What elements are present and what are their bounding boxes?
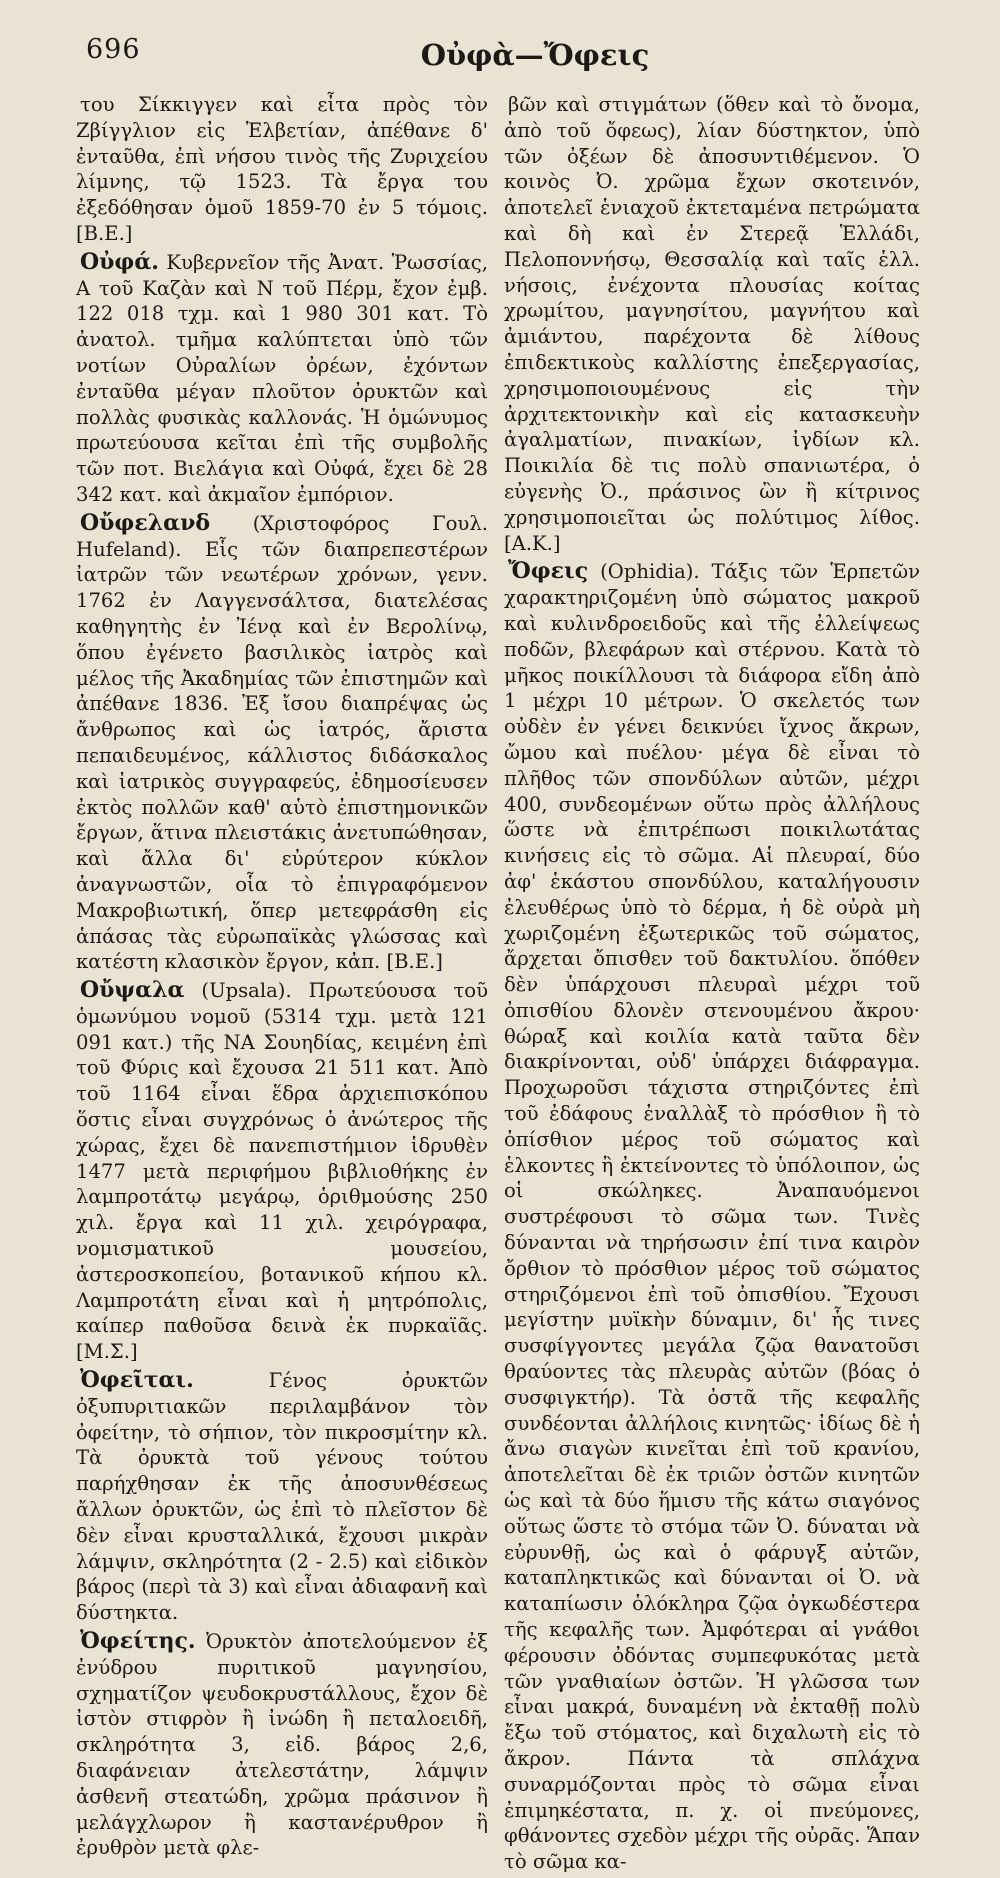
entry-text: βῶν καὶ στιγμάτων (ὅθεν καὶ τὸ ὄνομα, ἀπὸ τοῦ ὄφεως), λίαν δύστηκτον, ὑπὸ τῶν ὀξέων δὲ ἀποσυντιθέμενον. Ὁ κοινὸς Ὀ. χρῶμα ἔχων σκοτεινόν, ἀποτελεῖ ἑνιαχοῦ ἐκτεταμένα πετρώματα καὶ δὴ καὶ ἐν Στερεᾷ Ἑλλάδι, Πελοποννήσῳ, Θεσσαλίᾳ καὶ ταῖς ἑλλ. νήσοις, ἐνέχοντα πλουσίας κοίτας χρωμίτου, μαγνησίτου, μαγνήτου καὶ ἀμιάντου, παρέχοντα δὲ λίθους ἐπιδεκτικοὺς καλλίστης ἐπεξεργασίας, χρησιμοποιουμένους εἰς τὴν ἀρχιτεκτονικὴν καὶ εἰς κατασκευὴν ἀγαλματίων, πινακίων, ἰγδίων κλ. Ποικιλία δὲ τις πολὺ σπανιωτέρα, ὁ εὐγενὴς Ὀ., πράσινος ὢν ἢ κίτρινος χρησιμοποιεῖται ὡς πολύτιμος λίθος. [Α.Κ.] bbox=[504, 93, 920, 555]
entry-text: (Χριστοφόρος Γουλ. Hufeland). Εἷς τῶν διαπρεπεστέρων ἰατρῶν τῶν νεωτέρων χρόνων, γενν. 1762 ἐν Λαγγενσάλτσα, διατελέσας καθηγητὴς ἐν Ἰένᾳ καὶ ἐν Βερολίνῳ, ὅπου ἐγένετο βασιλικὸς ἰατρὸς καὶ μέλος τῆς Ἀκαδημίας τῶν ἐπιστημῶν καὶ ἀπέθανε 1836. Ἐξ ἴσου διαπρέψας ὡς ἄνθρωπος καὶ ὡς ἰατρός, ἄριστα πεπαιδευμένος, κάλλιστος διδάσκαλος καὶ ἰατρικὸς συγγραφεύς, ἐδημοσίευσεν ἐκτὸς πολλῶν καθ' αὑτὸ ἐπιστημονικῶν ἔργων, ἅτινα πλειστάκις ἀνετυπώθησαν, καὶ ἄλλα δι' εὐρύτερον κύκλον ἀναγνωστῶν, οἷα τὸ ἐπιγραφόμενον Μακροβιωτική, ὅπερ μετεφράσθη εἰς ἁπάσας τὰς εὐρωπαϊκὰς γλώσσας καὶ κατέστη κλασικὸν ἔργον, κἀπ. [Β.Ε.] bbox=[76, 511, 488, 974]
entry bbox=[76, 250, 488, 508]
entry-head: Οὔφελανδ bbox=[80, 509, 211, 536]
entry-text: Κυβερνεῖον τῆς Ἀνατ. Ῥωσσίας, Α τοῦ Καζὰν καὶ Ν τοῦ Πέρμ, ἔχον ἐμβ. 122 018 τχμ. καὶ 1 980 301 κατ. Τὸ ἀνατολ. τμῆμα καλύπτεται ὑπὸ τῶν νοτίων Οὐραλίων ὀρέων, ἐχόντων ἐνταῦθα μέγαν πλοῦτον ὀρυκτῶν καὶ πολλὰς φυσικὰς καλλονάς. Ἡ ὁμώνυμος πρωτεύουσα κεῖται ἐπὶ τῆς συμβολῆς τῶν ποτ. Βιελάγια καὶ Οὐφά, ἔχει δὲ 28 342 κατ. καὶ ἀκμαῖον ἐμπόριον. bbox=[76, 250, 488, 506]
entry-head: Οὔψαλα bbox=[80, 977, 185, 1004]
entry-head: Ὀφείτης. bbox=[80, 1628, 196, 1655]
entry-text: του Σίκκιγγεν καὶ εἶτα πρὸς τὸν Ζβίγγλιον εἰς Ἑλβετίαν, ἀπέθανε δ' ἐνταῦθα, ἐπὶ νήσου τινὸς τῆς Ζυριχείου λίμνης, τῷ 1523. Τὰ ἔργα του ἐξεδόθησαν ὁμοῦ 1859-70 ἐν 5 τόμοις. [Β.Ε.] bbox=[76, 93, 488, 245]
entry bbox=[76, 1629, 488, 1861]
entry-text: Γένος ὀρυκτῶν ὀξυπυριτιακῶν περιλαμβάνον τὸν ὀφείτην, τὸ σήπιον, τὸν πικροσμίτην κλ. Τὰ ὀρυκτὰ τοῦ γένους τούτου παρήχθησαν ἐκ τῆς ἀποσυνθέσεως ἄλλων ὀρυκτῶν, ὡς ἐπὶ τὸ πλεῖστον δὲ δὲν εἶναι κρυσταλλικά, ἔχουσι μικρὰν λάμψιν, σκληρότητα (2 - 2.5) καὶ εἰδικὸν βάρος (περὶ τὰ 3) καὶ εἶναι ἀδιαφανῆ καὶ δύστηκτα. bbox=[76, 1369, 488, 1625]
entry-text: (Ophidia). Τάξις τῶν Ἑρπετῶν χαρακτηριζομένη ὑπὸ σώματος μακροῦ καὶ κυλινδροειδοῦς καὶ τῆς ἐλλείψεως ποδῶν, βλεφάρων καὶ στέρνου. Κατὰ τὸ μῆκος ποικίλλουσι τὰ διάφορα εἴδη ἀπὸ 1 μέχρι 10 μέτρων. Ὁ σκελετός των οὐδὲν ἐν γένει δεικνύει ἴχνος ἄκρων, ὤμου καὶ πυέλου· μέγα δὲ εἶναι τὸ πλῆθος τῶν σπονδύλων αὐτῶν, μέχρι 400, συνδεομένων οὕτω πρὸς ἀλλήλους ὥστε νὰ ἐπιτρέπωσι ποικιλωτάτας κινήσεις εἰς τὸ σῶμα. Αἱ πλευραί, δύο ἀφ' ἑκάστου σπονδύλου, καταλήγουσιν ἐλευθέρως ὑπὸ τὸ δέρμα, ἡ δὲ οὐρὰ μὴ χωριζομένη ἐξωτερικῶς τοῦ σώματος, ἄρχεται ὄπισθεν τοῦ δακτυλίου. ὅπόθεν δὲν ὑπάρχουσι πλευραὶ μέχρι τοῦ ὀπισθίου δλονὲν στενουμένου ἄκρου· θώραξ καὶ κοιλία κατὰ ταῦτα δὲν διακρίνονται, οὐδ' ὑπάρχει διάφραγμα. Προχωροῦσι τάχιστα στηριζόντες ἐπὶ τοῦ ἐδάφους ἐναλλὰξ τὸ πρόσθιον ἢ τὸ ὀπίσθιον μέρος τοῦ σώματος καὶ ἑλκοντες ἢ ἐκτείνοντες τὸ ὑπόλοιπον, ὡς οἱ σκώληκες. Ἀναπαυόμενοι συστρέφουσι τὸ σῶμα των. Τινὲς δύνανται νὰ τηρήσωσιν ἐπί τινα καιρὸν ὄρθιον τὸ πρόσθιον μέρος τοῦ σώματος στηριζόμενοι ἐπὶ τοῦ ὀπισθίου. Ἔχουσι μεγίστην μυϊκὴν δύναμιν, δι' ἧς τινες συσφίγγοντες μεγάλα ζῷα θανατοῦσι θραύοντες τὰς πλευρὰς αὐτῶν (βόας ὁ συσφιγκτήρ). Τὰ ὀστᾶ τῆς κεφαλῆς συνδέονται ἀλλήλοις κινητῶς· ἰδίως δὲ ἡ ἄνω σιαγὼν κινεῖται ἐπὶ τοῦ κρανίου, ἀποτελεῖται δὲ ἐκ τριῶν ὀστῶν κινητῶν ὡς καὶ τὰ δύο ἥμισυ τῆς κάτω σιαγόνος οὕτως ὥστε τὸ στόμα τῶν Ὀ. δύναται νὰ εὐρυνθῇ, ὡς καὶ ὁ φάρυγξ αὐτῶν, καταπληκτικῶς καὶ δύνανται οἱ Ὀ. νὰ καταπίωσιν ὁλόκληρα ζῷα ὀγκωδέστερα τῆς κεφαλῆς των. Ἀμφότεραι αἱ γνάθοι φέρουσιν ὀδόντας συμπεφυκότας μετὰ τῶν γναθιαίων ὀστῶν. Ἡ γλῶσσα των εἶναι μακρά, δυναμένη νὰ ἐκταθῇ πολὺ ἔξω τοῦ στόματος, καὶ διχαλωτὴ εἰς τὸ ἄκρον. Πάντα τὰ σπλάχνα συναρμόζονται πρὸς τὸ σῶμα εἶναι ἐπιμηκέστατα, π. χ. οἱ πνεύμονες, φθάνοντες σχεδὸν μέχρι τῆς οὐρᾶς. Ἅπαν τὸ σῶμα κα- bbox=[504, 560, 920, 1874]
entry-head: Ὄφεις bbox=[508, 558, 589, 585]
entry-head: Ὀφεῖται. bbox=[80, 1367, 194, 1394]
entry bbox=[76, 1368, 488, 1626]
entry-head: Οὐφά. bbox=[80, 248, 159, 275]
entry bbox=[76, 978, 488, 1365]
left-column bbox=[76, 92, 488, 1864]
entry-text: Ὀρυκτὸν ἀποτελούμενον ἐξ ἐνύδρου πυριτικοῦ μαγνησίου, σχηματίζον ψευδοκρυστάλλους, ἔχον δὲ ἰστὸν στιφρὸν ἢ ἰνώδη ἢ πεταλοειδῆ, σκληρότητα 3, εἰδ. βάρος 2,6, διαφάνειαν ἀτελεστάτην, λάμψιν ἀσθενῆ στεατώδη, χρῶμα πράσινον ἢ μελάγχλωρον ἢ καστανέρυθρον ἢ ἐρυθρὸν μετὰ φλε- bbox=[76, 1630, 488, 1860]
entry-text: (Upsala). Πρωτεύουσα τοῦ ὁμωνύμου νομοῦ (5314 τχμ. μετὰ 121 091 κατ.) τῆς ΝΑ Σουηδίας, κειμένη ἐπὶ τοῦ Φύρις καὶ ἔχουσα 21 511 κατ. Ἀπὸ τοῦ 1164 εἶναι ἕδρα ἀρχιεπισκόπου ὅστις εἶναι συγχρόνως ὁ ἀνώτερος τῆς χώρας, ἔχει δὲ πανεπιστήμιον ἱδρυθὲν 1477 μετὰ περιφήμου βιβλιοθήκης ἐν λαμπροτάτῳ μεγάρῳ, ὁριθμούσης 250 χιλ. ἔργα καὶ 11 χιλ. χειρόγραφα, νομισματικοῦ μουσείου, ἀστεροσκοπείου, βοτανικοῦ κήπου κλ. Λαμπροτάτη εἶναι καὶ ἡ μητρόπολις, καίπερ παθοῦσα δεινὰ ἐκ πυρκαϊᾶς. [Μ.Σ.] bbox=[76, 979, 488, 1364]
running-head: Οὐφὰ—Ὄφεις bbox=[420, 38, 650, 72]
right-column bbox=[504, 92, 920, 1878]
entry bbox=[504, 92, 920, 556]
entry bbox=[76, 511, 488, 975]
entry bbox=[504, 559, 920, 1875]
page-number: 696 bbox=[86, 34, 141, 65]
entry bbox=[76, 92, 488, 247]
